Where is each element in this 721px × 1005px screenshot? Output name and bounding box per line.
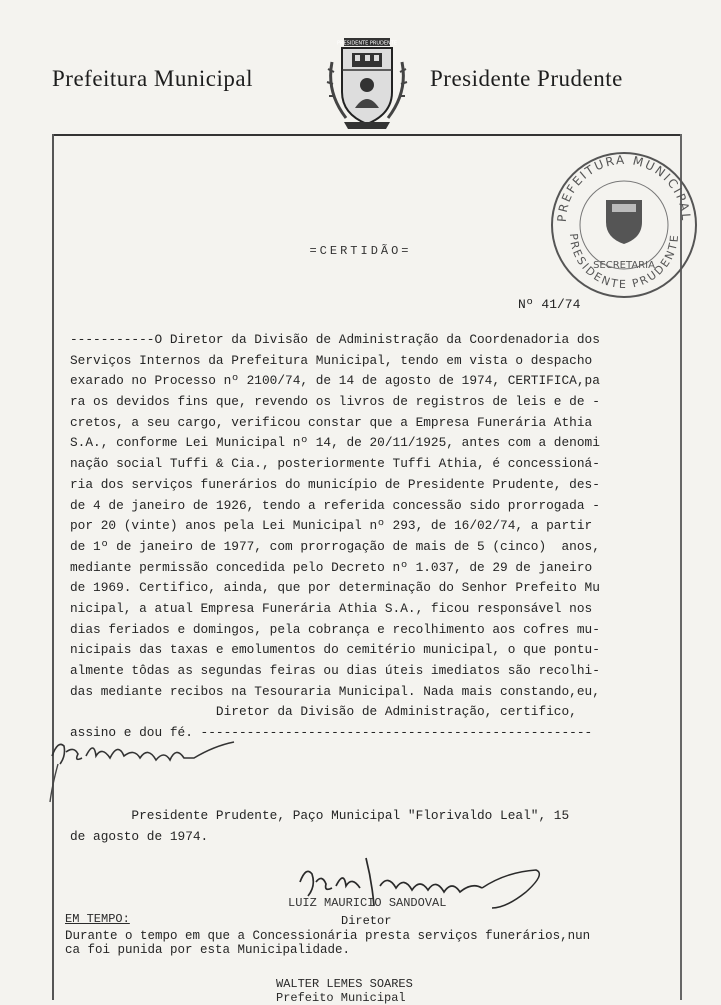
certificate-body [70, 330, 675, 744]
addendum-line: Durante o tempo em que a Concessionária presta serviços funerários,nun [65, 929, 591, 943]
frame-left-border [52, 134, 54, 1000]
body-line: de 4 de janeiro de 1926, tendo a referida concessão sido prorrogada - [70, 497, 600, 513]
mayor-name: WALTER LEMES SOARES [276, 977, 413, 991]
secretaria-seal-stamp [544, 150, 704, 300]
body-line: nicipal, a atual Empresa Funerária Athia S.A., ficou responsável nos [70, 600, 593, 616]
addendum-label: EM TEMPO: [65, 912, 130, 926]
crest-text: PRESIDENTE PRUDENTE [337, 40, 397, 47]
date-line: Presidente Prudente, Paço Municipal "Florivaldo Leal", 15 [70, 808, 570, 823]
body-line: assino e dou fé. --------------------------------------------------- [70, 725, 593, 741]
municipal-crest-icon [322, 32, 412, 132]
body-line: mediante permissão concedida pelo Decreto nº 1.037, de 29 de janeiro [70, 559, 593, 575]
body-line: por 20 (vinte) anos pela Lei Municipal nº 293, de 16/02/74, a partir [70, 518, 593, 534]
body-line: Serviços Internos da Prefeitura Municipal, tendo em vista o despacho [70, 352, 593, 368]
body-line: S.A., conforme Lei Municipal nº 14, de 20/11/1925, antes com a denomi [70, 435, 600, 451]
seal-mid-text: SECRETARIA [593, 260, 655, 271]
body-line: exarado no Processo nº 2100/74, de 14 de agosto de 1974, CERTIFICA,pa [70, 373, 600, 389]
addendum-text [65, 929, 685, 957]
header-left-title: Prefeitura Municipal [52, 66, 253, 91]
body-line: de 1969. Certifico, ainda, que por determinação do Senhor Prefeito Mu [70, 580, 600, 596]
body-line: ria dos serviços funerários do município de Presidente Prudente, des- [70, 476, 600, 492]
body-line: cretos, a seu cargo, verificou constar que a Empresa Funerária Athia [70, 414, 593, 430]
body-line: -----------O Diretor da Divisão de Administração da Coordenadoria dos [70, 332, 600, 347]
body-line: ra os devidos fins que, revendo os livros de registros de leis e de - [70, 394, 600, 410]
seal-bottom-text: PRESIDENTE PRUDENTE [566, 232, 682, 292]
body-line: de 1º de janeiro de 1977, com prorrogação de mais de 5 (cinco) anos, [70, 538, 600, 554]
body-line: das mediante recibos na Tesouraria Municipal. Nada mais constando,eu, [70, 683, 600, 699]
certificate-number: Nº 41/74 [518, 297, 581, 312]
signer-name: LUIZ MAURICIO SANDOVAL [288, 896, 447, 910]
certificate-title: =CERTIDÃO= [309, 244, 412, 258]
signer-role: Diretor [341, 914, 392, 928]
body-line: nação social Tuffi & Cia., posteriormente Tuffi Athia, é concessioná- [70, 456, 600, 472]
date-line: de agosto de 1974. [70, 829, 209, 844]
body-line: dias feriados e domingos, pela cobrança e recolhimento aos cofres mu- [70, 621, 600, 637]
body-line: Diretor da Divisão de Administração, certifico, [70, 704, 577, 720]
mayor-role: Prefeito Municipal [276, 991, 406, 1005]
body-line: almente tôdas as segundas feiras ou dias úteis imediatos são recolhi- [70, 663, 600, 678]
frame-top-border [52, 134, 682, 136]
date-block [70, 805, 675, 847]
addendum-line: ca foi punida por esta Municipalidade. [65, 943, 351, 957]
seal-top-text: PREFEITURA MUNICIPAL [554, 152, 694, 223]
header-right-title: Presidente Prudente [430, 66, 623, 91]
body-line: nicipais das taxas e emolumentos do cemitério municipal, o que pontu- [70, 642, 600, 658]
